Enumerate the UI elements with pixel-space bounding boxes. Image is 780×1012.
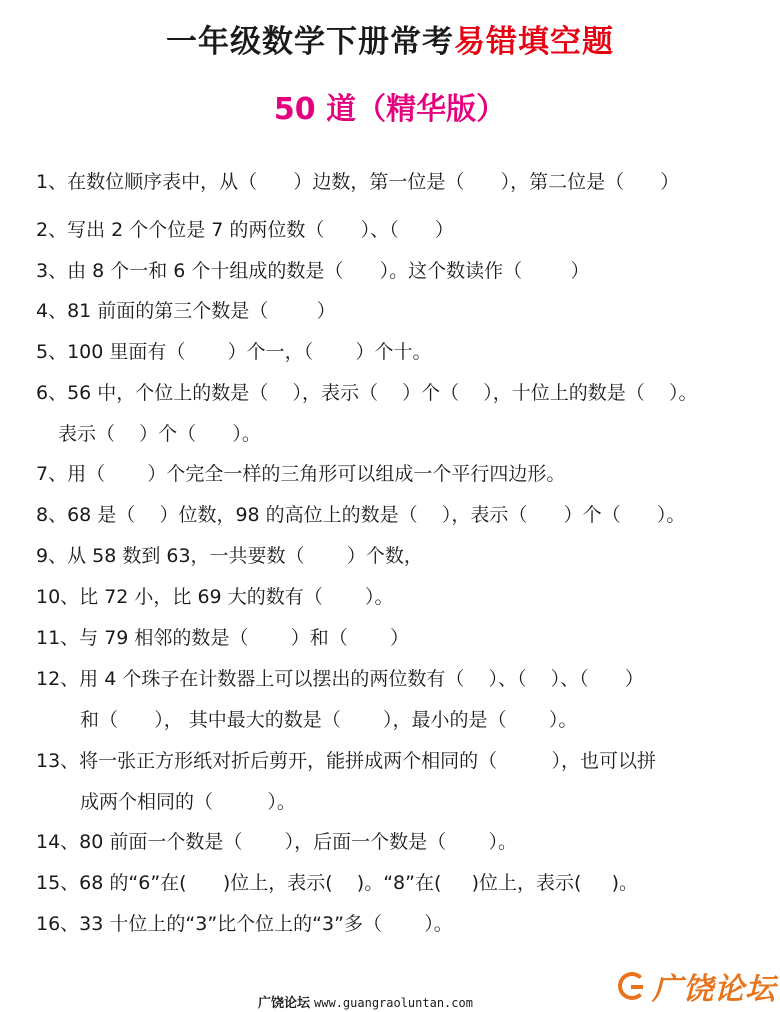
question-13-continued: 成两个相同的（ ）。 (80, 791, 296, 813)
question-11: 11、与 79 相邻的数是（ ）和（ ） (36, 627, 409, 649)
question-5: 5、100 里面有（ ）个一，（ ）个十。 (36, 341, 432, 363)
page-title (0, 16, 780, 61)
question-2: 2、写出 2 个个位是 7 的两位数（ ）、（ ） (36, 219, 454, 241)
question-14: 14、80 前面一个数是（ ），后面一个数是（ ）。 (36, 831, 517, 853)
footer-url[interactable]: www.guangraoluntan.com (314, 996, 473, 1010)
question-6: 6、56 中，个位上的数是（ ），表示（ ）个（ ），十位上的数是（ ）。 (36, 382, 698, 404)
logo-text: 广饶论坛 (652, 972, 776, 1007)
question-15: 15、68 的“6”在( )位上，表示( )。“8”在( )位上，表示( )。 (36, 872, 639, 894)
question-16: 16、33 十位上的“3”比个位上的“3”多（ ）。 (36, 913, 453, 935)
question-8: 8、68 是（ ）位数，98 的高位上的数是（ ），表示（ ）个（ ）。 (36, 504, 686, 526)
title-main: 一年级数学下册常考 (166, 24, 454, 60)
question-4: 4、81 前面的第三个数是（ ） (36, 300, 336, 322)
question-1: 1、在数位顺序表中，从（ ）边数，第一位是（ ），第二位是（ ） (36, 171, 680, 193)
question-9: 9、从 58 数到 63，一共要数（ ）个数， (36, 545, 423, 567)
site-logo (618, 966, 776, 1006)
question-12-continued: 和（ ）， 其中最大的数是（ ），最小的是（ ）。 (80, 709, 578, 731)
title-accent: 易错填空题 (454, 24, 614, 60)
question-12: 12、用 4 个珠子在计数器上可以摆出的两位数有（ ）、（ ）、（ ） (36, 668, 644, 690)
question-13: 13、将一张正方形纸对折后剪开，能拼成两个相同的（ ），也可以拼 (36, 750, 657, 772)
footer-site-name: 广饶论坛 (258, 996, 311, 1011)
footer (258, 992, 473, 1011)
question-10: 10、比 72 小，比 69 大的数有（ ）。 (36, 586, 394, 608)
logo-icon (618, 972, 646, 1000)
question-6-continued: 表示（ ）个（ ）。 (58, 423, 261, 445)
question-7: 7、用（ ）个完全一样的三角形可以组成一个平行四边形。 (36, 463, 566, 485)
question-3: 3、由 8 个一和 6 个十组成的数是（ ）。这个数读作（ ） (36, 260, 590, 282)
page-subtitle: 50 道（精华版） (273, 92, 507, 127)
